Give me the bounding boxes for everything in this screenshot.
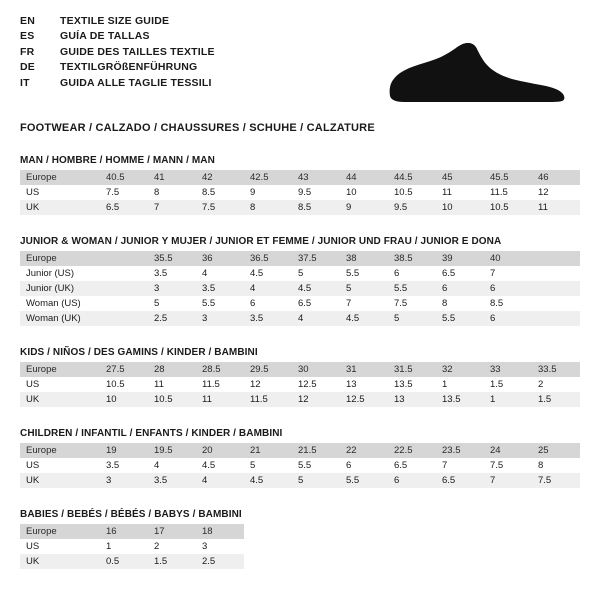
cell: 5 [154,298,160,309]
cell: 39 [436,251,484,266]
cell: 45.5 [484,170,532,185]
cell: 37.5 [292,251,340,266]
cell [532,311,580,326]
table-row [20,473,580,488]
cell: 6 [388,473,436,488]
language-code: FR [20,45,35,58]
language-title: TEXTILE SIZE GUIDE [60,15,170,27]
cell: 10.5 [106,379,125,390]
language-row [20,60,215,75]
group-man [20,155,580,215]
size-table-junior-woman [20,251,580,326]
cell: 1 [484,392,532,407]
cell: 3.5 [196,281,244,296]
cell: 42 [196,170,244,185]
table-row [20,200,580,215]
size-table-babies [20,524,244,569]
table-row [20,281,580,296]
row-label: Europe [20,170,100,185]
row-label: Europe [20,251,100,266]
size-table-children [20,443,580,488]
cell: 28.5 [196,362,244,377]
cell: 4 [292,311,340,326]
size-table-kids [20,362,580,407]
group-babies [20,509,580,569]
cell [532,251,580,266]
cell: 2 [538,379,544,390]
cell: 10.5 [394,187,413,198]
row-label: US [26,541,40,552]
cell: 21 [244,443,292,458]
cell: 10.5 [148,392,196,407]
cell: 28 [148,362,196,377]
cell: 31.5 [388,362,436,377]
row-label: Woman (UK) [20,311,100,326]
row-label: Europe [20,362,100,377]
group-children [20,428,580,488]
cell: 10.5 [484,200,532,215]
cell: 11.5 [244,392,292,407]
cell: 11 [532,200,580,215]
cell: 40.5 [100,170,148,185]
cell: 9.5 [298,187,312,198]
cell: 11.5 [490,187,508,198]
cell: 3 [196,311,244,326]
group-title: BABIES / BEBÉS / BÉBÉS / BABYS / BAMBINI [20,509,242,520]
cell: 9 [340,200,388,215]
cell: 12 [538,187,549,198]
cell: 6.5 [436,473,484,488]
cell: 10 [436,200,484,215]
cell [100,266,148,281]
cell: 8 [442,298,448,309]
cell: 4.5 [244,473,292,488]
cell: 6 [394,268,400,279]
cell: 32 [436,362,484,377]
language-code: ES [20,30,35,43]
cell: 13.5 [394,379,413,390]
cell: 42.5 [244,170,292,185]
table-row [20,554,244,569]
cell [532,266,580,281]
cell: 22.5 [388,443,436,458]
cell: 36 [196,251,244,266]
cell: 38 [340,251,388,266]
group-title: CHILDREN / INFANTIL / ENFANTS / KINDER / BAMBINI [20,428,283,439]
cell: 9.5 [388,200,436,215]
cell: 30 [292,362,340,377]
table-row [20,170,580,185]
cell: 33 [484,362,532,377]
table-row [20,539,244,554]
cell: 11 [196,392,244,407]
cell: 1 [106,541,112,552]
row-label: Woman (US) [26,298,81,309]
cell: 1 [442,379,448,390]
table-row [20,266,580,281]
cell: 1.5 [532,392,580,407]
cell [532,296,580,311]
row-label: Europe [20,524,100,539]
cell: 31 [340,362,388,377]
cell: 12 [250,379,261,390]
cell: 16 [100,524,148,539]
cell: 1.5 [148,554,196,569]
cell: 22 [340,443,388,458]
cell: 11 [154,379,164,390]
table-row [20,392,580,407]
row-label: Junior (UK) [20,281,100,296]
language-row [20,29,215,44]
table-row [20,185,580,200]
cell: 6 [484,311,532,326]
cell: 29.5 [244,362,292,377]
cell: 3 [202,541,208,552]
table-row [20,377,580,392]
cell: 27.5 [100,362,148,377]
cell: 7.5 [106,187,120,198]
table-row [20,443,580,458]
cell: 2.5 [196,554,244,569]
cell: 6.5 [100,200,148,215]
language-title-list [20,14,215,91]
row-label: US [26,460,40,471]
table-row [20,458,580,473]
cell: 38.5 [388,251,436,266]
table-row [20,251,580,266]
cell [100,296,148,311]
language-title: GUÍA DE TALLAS [60,30,150,43]
cell: 12.5 [298,379,317,390]
cell: 5 [292,473,340,488]
cell: 41 [148,170,196,185]
cell: 3.5 [148,473,196,488]
cell: 3 [100,473,148,488]
language-title: GUIDE DES TAILLES TEXTILE [60,45,215,58]
cell: 6.5 [442,268,456,279]
row-label: US [26,379,40,390]
cell: 5.5 [340,473,388,488]
cell: 8.5 [490,298,504,309]
cell: 11 [442,187,452,198]
cell: 36.5 [244,251,292,266]
cell: 6.5 [394,460,408,471]
header [20,14,580,106]
table-row [20,311,580,326]
cell: 18 [196,524,244,539]
cell: 6 [250,298,256,309]
cell: 20 [196,443,244,458]
cell: 7.5 [490,460,504,471]
group-title: JUNIOR & WOMAN / JUNIOR Y MUJER / JUNIOR ET FEMME / JUNIOR UND FRAU / JUNIOR E DONA [20,236,502,247]
cell: 6 [484,281,532,296]
cell: 7.5 [196,200,244,215]
cell: 3.5 [244,311,292,326]
cell: 11.5 [202,379,220,390]
cell: 5.5 [202,298,216,309]
cell: 24 [484,443,532,458]
cell: 45 [436,170,484,185]
group-junior-woman [20,236,580,326]
cell: 25 [532,443,580,458]
cell [100,311,148,326]
cell: 7 [442,460,448,471]
dress-shoe-icon [384,38,568,104]
cell: 5 [388,311,436,326]
group-kids [20,347,580,407]
cell: 7 [490,268,496,279]
cell [100,251,148,266]
cell: 7.5 [394,298,408,309]
cell: 44 [340,170,388,185]
cell: 3.5 [154,268,168,279]
cell: 5 [250,460,256,471]
language-row [20,45,215,60]
row-label: UK [20,554,100,569]
cell: 17 [148,524,196,539]
language-title: GUIDA ALLE TAGLIE TESSILI [60,76,212,89]
cell: 46 [532,170,580,185]
row-label: UK [20,200,100,215]
cell: 19 [100,443,148,458]
cell: 4.5 [250,268,264,279]
cell: 33.5 [532,362,580,377]
cell: 13.5 [436,392,484,407]
cell: 7 [346,298,352,309]
row-label: UK [20,473,100,488]
row-label: UK [20,392,100,407]
cell: 4 [202,268,208,279]
cell: 8.5 [292,200,340,215]
cell: 43 [292,170,340,185]
cell: 7 [148,200,196,215]
cell: 8 [154,187,160,198]
cell [100,281,148,296]
cell: 7.5 [532,473,580,488]
cell: 10 [100,392,148,407]
cell: 4 [154,460,160,471]
cell: 6 [436,281,484,296]
cell: 7 [484,473,532,488]
cell: 0.5 [100,554,148,569]
table-row [20,362,580,377]
cell: 13 [388,392,436,407]
language-code: EN [20,15,35,27]
cell: 3 [148,281,196,296]
cell: 9 [250,187,256,198]
row-label: US [26,187,40,198]
size-table-man [20,170,580,215]
table-row [20,296,580,311]
footwear-section-title: FOOTWEAR / CALZADO / CHAUSSURES / SCHUHE / CALZATURE [20,122,375,134]
language-code: DE [20,61,35,74]
cell: 21.5 [292,443,340,458]
cell: 12 [292,392,340,407]
table-row [20,524,244,539]
cell: 13 [346,379,357,390]
cell: 5 [298,268,304,279]
cell: 6.5 [298,298,312,309]
cell: 19.5 [148,443,196,458]
cell: 4.5 [202,460,216,471]
cell: 2 [154,541,160,552]
cell: 3.5 [106,460,120,471]
cell: 5.5 [298,460,312,471]
cell: 8 [244,200,292,215]
cell: 23.5 [436,443,484,458]
cell: 4.5 [292,281,340,296]
language-code: IT [20,76,30,89]
cell: 12.5 [340,392,388,407]
row-label: Europe [20,443,100,458]
language-title: TEXTILGRÖßENFÜHRUNG [60,61,198,74]
language-row [20,14,215,29]
cell: 6 [346,460,352,471]
group-title: KIDS / NIÑOS / DES GAMINS / KINDER / BAMBINI [20,347,258,358]
row-label: Junior (US) [26,268,75,279]
cell: 2.5 [148,311,196,326]
cell: 8.5 [202,187,216,198]
cell: 10 [346,187,357,198]
language-row [20,76,215,91]
cell: 4 [244,281,292,296]
cell: 5.5 [346,268,360,279]
cell: 35.5 [148,251,196,266]
cell: 5.5 [388,281,436,296]
cell: 4.5 [340,311,388,326]
group-title: MAN / HOMBRE / HOMME / MANN / MAN [20,155,215,166]
cell: 4 [196,473,244,488]
cell [532,281,580,296]
cell: 8 [538,460,544,471]
cell: 44.5 [388,170,436,185]
cell: 1.5 [490,379,504,390]
cell: 5 [340,281,388,296]
cell: 5.5 [436,311,484,326]
cell: 40 [484,251,532,266]
